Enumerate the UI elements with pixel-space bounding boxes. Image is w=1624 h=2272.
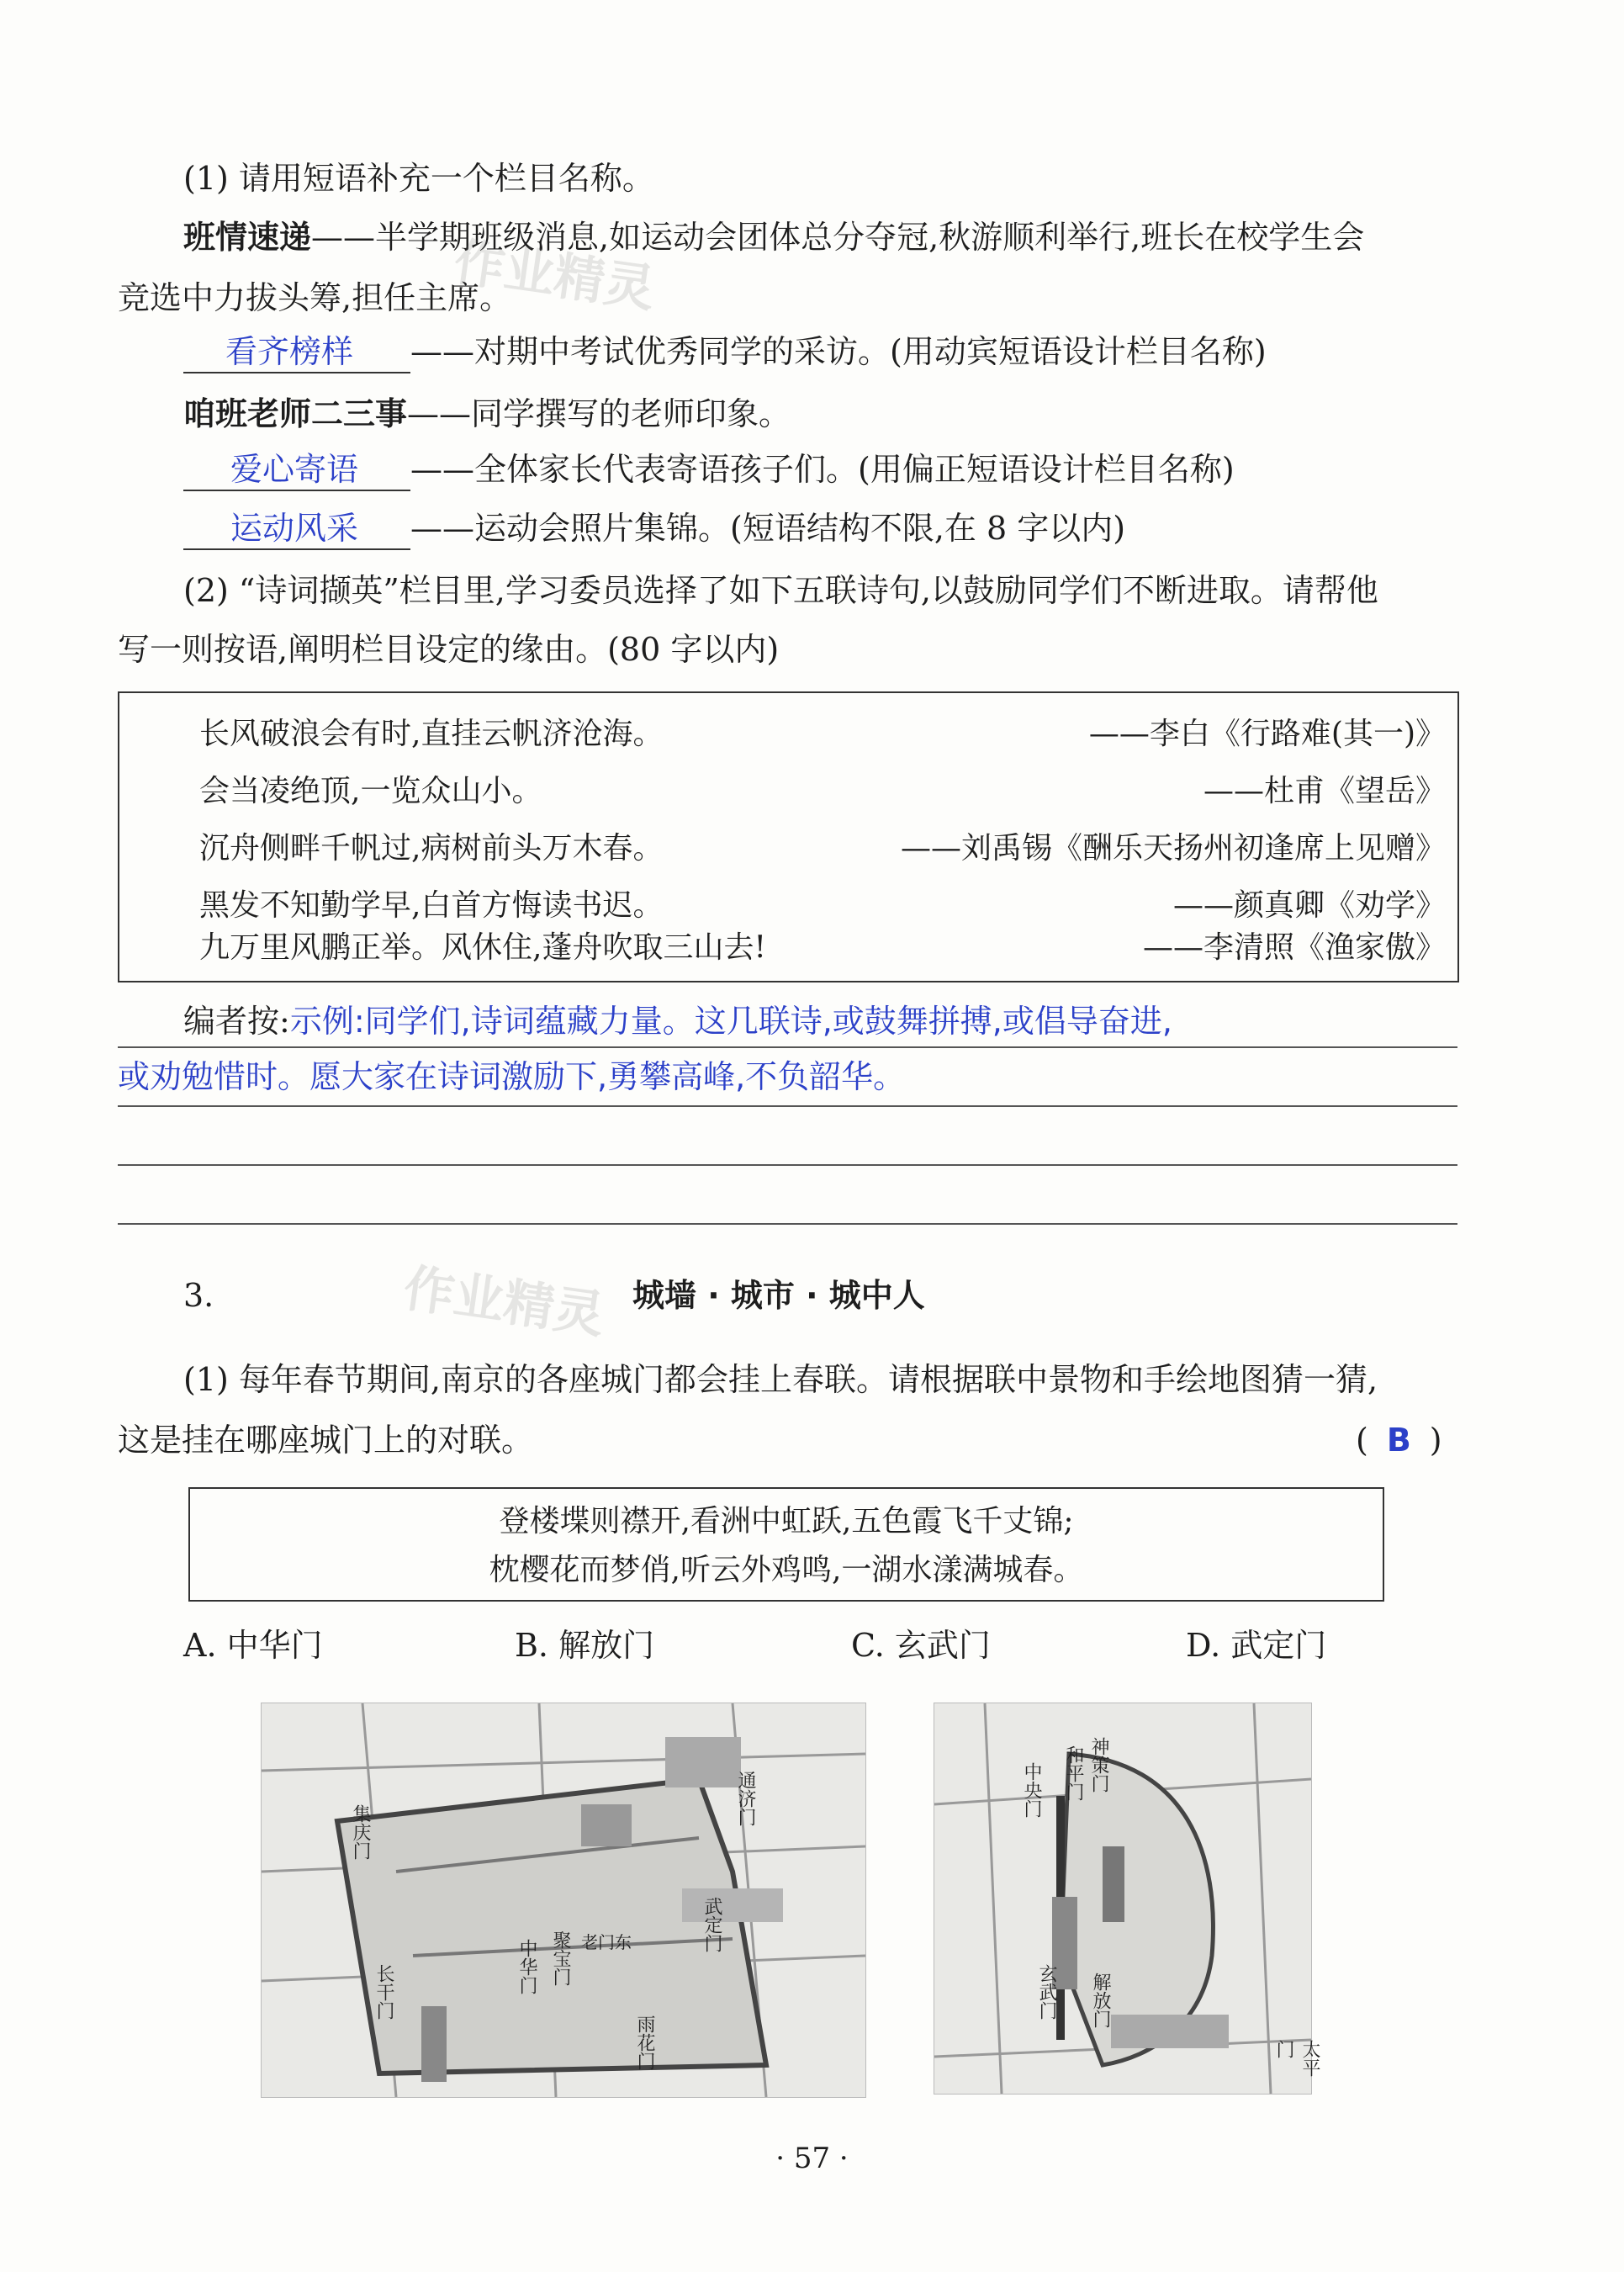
map-label: 聚宝门	[550, 1930, 571, 1986]
page-number: · 57 ·	[775, 2142, 849, 2175]
map-label: 中华门	[516, 1939, 537, 1994]
col4-blank[interactable]	[183, 449, 410, 491]
answer-line[interactable]	[118, 1164, 1457, 1166]
poem-line: 九万里风鹏正举。风休住,蓬舟吹取三山去!	[199, 930, 766, 965]
map-label: 中央门	[1021, 1762, 1042, 1818]
answer-line[interactable]	[118, 1223, 1457, 1225]
q2-col2	[183, 331, 1267, 373]
col1-name: 班情速递	[183, 218, 312, 256]
poem-line: 黑发不知勤学早,白首方悔读书迟。	[199, 888, 664, 923]
map-label: 太平门	[1273, 2040, 1320, 2077]
watermark: 作业精灵	[399, 1258, 609, 1346]
paren-open: (	[1356, 1422, 1368, 1459]
option-a[interactable]: A. 中华门	[183, 1627, 323, 1664]
map-drawing	[262, 1703, 865, 2097]
poem-row	[119, 823, 1457, 875]
watermark: 作业精灵	[450, 232, 659, 320]
poem-line: 沉舟侧畔千帆过,病树前头万木春。	[199, 831, 664, 866]
col3-name: 咱班老师二三事	[183, 395, 408, 432]
poem-row	[119, 922, 1457, 974]
map-label: 武定门	[701, 1897, 722, 1952]
q3-part1-a: (1) 每年春节期间,南京的各座城门都会挂上春联。请根据联中景物和手绘地图猜一猜,	[183, 1361, 1378, 1398]
q2-col4	[183, 449, 1235, 491]
col2-blank[interactable]	[183, 331, 410, 373]
q3-part1-b: 这是挂在哪座城门上的对联。	[118, 1422, 534, 1459]
poem-box	[118, 691, 1459, 982]
option-b[interactable]: B. 解放门	[515, 1627, 655, 1664]
map-label: 雨花门	[634, 2015, 655, 2070]
q2-col3	[183, 394, 791, 434]
q2-part2-a: (2) “诗词撷英”栏目里,学习委员选择了如下五联诗句,以鼓励同学们不断进取。请帮他	[183, 572, 1378, 609]
editor-answer-b: 或劝勉惜时。愿大家在诗词激励下,勇攀高峰,不负韶华。	[118, 1058, 906, 1095]
map-label: 和平门	[1063, 1745, 1084, 1801]
answer-line[interactable]	[118, 1105, 1457, 1107]
q2-part2-b: 写一则按语,阐明栏目设定的缘由。(80 字以内)	[118, 631, 780, 668]
col5-blank[interactable]	[183, 508, 410, 550]
paren-close: )	[1429, 1422, 1442, 1459]
map-label: 玄武门	[1036, 1964, 1057, 2020]
col5-answer: 运动风采	[230, 510, 359, 547]
map-label: 解放门	[1090, 1973, 1111, 2028]
editor-answer-a: 示例:同学们,诗词蕴藏力量。这几联诗,或鼓舞拼搏,或倡导奋进,	[289, 1003, 1172, 1040]
map-label: 老门东	[581, 1932, 632, 1952]
q2-col5	[183, 508, 1125, 550]
col1-desc: ——半学期班级消息,如运动会团体总分夺冠,秋游顺利举行,班长在校学生会	[311, 219, 1365, 256]
map-drawing	[934, 1703, 1311, 2094]
map-north-city	[934, 1703, 1320, 2095]
map-label: 集庆门	[350, 1804, 371, 1860]
option-c[interactable]: C. 玄武门	[851, 1627, 991, 1664]
col4-answer: 爱心寄语	[230, 451, 359, 488]
map-label: 长干门	[373, 1964, 394, 2020]
poem-source: ——李白《行路难(其一)》	[1088, 717, 1446, 751]
col4-desc: ——全体家长代表寄语孩子们。(用偏正短语设计栏目名称)	[410, 451, 1235, 488]
col2-desc: ——对期中考试优秀同学的采访。(用动宾短语设计栏目名称)	[410, 333, 1267, 370]
answer-line[interactable]	[118, 1046, 1457, 1048]
poem-line: 会当凌绝顶,一览众山小。	[199, 774, 542, 808]
answer-bracket[interactable]	[1356, 1420, 1442, 1460]
q3-number: 3.	[183, 1277, 214, 1314]
couplet-box	[188, 1487, 1384, 1602]
col2-answer: 看齐榜样	[225, 333, 354, 370]
q2-part1: (1) 请用短语补充一个栏目名称。	[183, 160, 654, 197]
editor-note	[183, 1001, 1172, 1041]
col1-desc-cont: 竞选中力拔头筹,担任主席。	[118, 279, 512, 316]
poem-row	[119, 765, 1457, 818]
map-label: 通济门	[735, 1771, 756, 1826]
answer-choice: B	[1386, 1422, 1411, 1459]
editor-label: 编者按:	[183, 1003, 290, 1040]
q3-title: 城墙 · 城市 · 城中人	[632, 1277, 925, 1314]
col3-desc: ——同学撰写的老师印象。	[407, 395, 791, 432]
map-south-city	[261, 1703, 866, 2098]
couplet-line-1: 登楼堞则襟开,看洲中虹跃,五色霞飞千丈锦;	[499, 1504, 1074, 1538]
poem-source: ——李清照《渔家傲》	[1142, 930, 1446, 965]
col5-desc: ——运动会照片集锦。(短语结构不限,在 8 字以内)	[410, 510, 1126, 547]
q2-col1	[183, 217, 1364, 257]
poem-source: ——杜甫《望岳》	[1203, 774, 1446, 808]
map-label: 神策门	[1088, 1737, 1109, 1793]
poem-line: 长风破浪会有时,直挂云帆济沧海。	[199, 717, 664, 751]
poem-source: ——刘禹锡《酬乐天扬州初逢席上见赠》	[900, 831, 1446, 866]
couplet-line-2: 枕樱花而梦俏,听云外鸡鸣,一湖水漾满城春。	[489, 1553, 1084, 1587]
option-d[interactable]: D. 武定门	[1186, 1627, 1327, 1664]
poem-source: ——颜真卿《劝学》	[1172, 888, 1446, 923]
poem-row	[119, 708, 1457, 760]
